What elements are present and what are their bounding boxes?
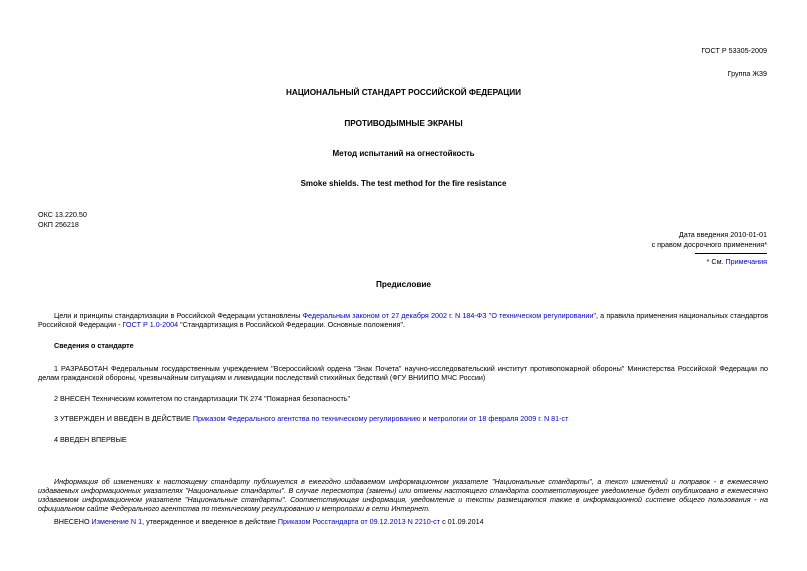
gost-r-1-0-link[interactable]: ГОСТ Р 1.0-2004 [122, 320, 179, 329]
footnote-rule [695, 253, 767, 254]
standard-subtitle-ru: Метод испытаний на огнестойкость [332, 149, 475, 158]
gost-number: ГОСТ Р 53305-2009 [701, 46, 767, 55]
okp-code: ОКП 256218 [38, 220, 79, 229]
changes-notice: Информация об изменениях к настоящему стандарту публикуется в ежегодно издаваемом информационном указателе "Национальные стандарты", а текст изменений и поправок - в ежемесячно издаваемых информационных указателях "Национальные стандарты". В случае пересмотра (замены) или отмены настоящего стандарта соответствующее уведомление будет опубликовано в ежемесячно издаваемом информационном указателе "Национальные стандарты". Соответствующая информация, уведомление и тексты размещаются также в информационной системе общего пользования - на официальном сайте Федерального агентства по техническому регулированию и метрологии в сети Интернет. [38, 477, 768, 513]
info-item-3 [38, 414, 768, 423]
item3-text: 3 УТВЕРЖДЕН И ВВЕДЕН В ДЕЙСТВИЕ [54, 414, 193, 423]
info-item-2: 2 ВНЕСЕН Техническим комитетом по стандартизации ТК 274 "Пожарная безопасность" [54, 394, 351, 403]
preface-heading: Предисловие [376, 280, 431, 289]
federal-law-link[interactable]: Федеральным законом от 27 декабря 2002 г. N 184-ФЗ "О техническом регулировании" [302, 311, 596, 320]
amendment-order-link[interactable]: Приказом Росстандарта от 09.12.2013 N 2210-ст [277, 517, 441, 526]
p1-text-b: , а правила применения национальных стандартов Российской Федерации - [38, 311, 769, 329]
amend-text-c: с 01.09.2014 [440, 517, 484, 526]
amendment-line [38, 517, 768, 526]
rosstandart-order-link[interactable]: Приказом Федерального агентства по техническому регулированию и метрологии от 18 февраля 2009 г. N 81-ст [192, 414, 569, 423]
info-item-1: 1 РАЗРАБОТАН Федеральным государственным учреждением "Всероссийский ордена "Знак Почета" научно-исследовательский институт противопожарной обороны" Министерства Российской Федерации по делам гражданской обороны, чрезвычайным ситуациям и ликвидации последствий стихийных бедствий (ФГУ ВНИИПО МЧС России) [38, 364, 768, 382]
amend-text-b: , утвержденное и введенное в действие [142, 517, 278, 526]
oks-code: ОКС 13.220.50 [38, 210, 87, 219]
amend-text-a: ВНЕСЕНО [54, 517, 92, 526]
early-use-note: с правом досрочного применения* [651, 240, 767, 249]
amendment-1-link[interactable]: Изменение N 1 [91, 517, 143, 526]
info-item-4: 4 ВВЕДЕН ВПЕРВЫЕ [54, 435, 127, 444]
p1-text-a: Цели и принципы стандартизации в Российской Федерации установлены [54, 311, 303, 320]
notes-link[interactable]: Примечания [725, 257, 767, 266]
footnote-note [707, 257, 767, 266]
p1-text-c: "Стандартизация в Российской Федерации. Основные положения". [178, 320, 405, 329]
info-heading: Сведения о стандарте [54, 341, 134, 350]
group-code: Группа Ж39 [727, 69, 767, 78]
standard-type-title: НАЦИОНАЛЬНЫЙ СТАНДАРТ РОССИЙСКОЙ ФЕДЕРАЦИИ [286, 88, 521, 97]
intro-date: Дата введения 2010-01-01 [678, 230, 767, 239]
preface-paragraph-1 [38, 311, 768, 329]
standard-name-en: Smoke shields. The test method for the fire resistance [300, 179, 507, 188]
footnote-prefix: * См. [706, 257, 726, 266]
standard-name-ru: ПРОТИВОДЫМНЫЕ ЭКРАНЫ [344, 119, 463, 128]
